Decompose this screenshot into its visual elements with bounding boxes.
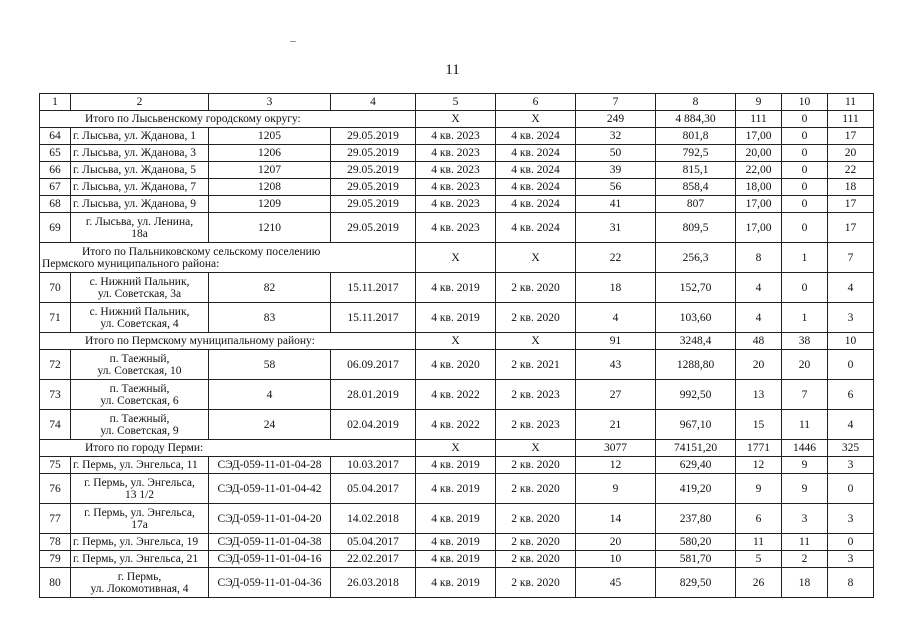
cell-line: ул. Советская, 10 — [97, 364, 182, 377]
cell-line: 18а — [131, 227, 148, 240]
cell-line: ул. Советская, 9 — [100, 424, 179, 437]
cell-line: Итого по Пальниковскому сельскому поселению — [82, 245, 321, 258]
cell-c6: 4 кв. 2024 — [496, 213, 576, 243]
address-cell — [71, 380, 209, 410]
row-number: 73 — [40, 380, 71, 410]
cell-c8: 74151,20 — [656, 440, 736, 457]
cell-c3: СЭД-059-11-01-04-28 — [209, 457, 331, 474]
address-cell — [71, 410, 209, 440]
cell-c6: 2 кв. 2020 — [496, 303, 576, 333]
address-cell — [71, 273, 209, 303]
housing-table — [39, 93, 874, 598]
cell-c9: 48 — [736, 333, 782, 350]
cell-line: с. Нижний Пальник, — [89, 305, 190, 318]
cell-c7: 31 — [576, 213, 656, 243]
table-row — [40, 128, 874, 145]
cell-c6: 4 кв. 2024 — [496, 196, 576, 213]
cell-c7: 20 — [576, 534, 656, 551]
cell-c3: 1208 — [209, 179, 331, 196]
cell-c5: 4 кв. 2023 — [416, 196, 496, 213]
cell-c5: 4 кв. 2019 — [416, 303, 496, 333]
cell-line: г. Лысьва, ул. Ленина, — [85, 215, 194, 228]
cell-c11: 17 — [828, 196, 874, 213]
page-number: 11 — [445, 62, 460, 78]
address-cell: г. Лысьва, ул. Жданова, 1 — [71, 128, 209, 145]
cell-c5: 4 кв. 2023 — [416, 213, 496, 243]
cell-c10: 3 — [782, 504, 828, 534]
cell-c5: 4 кв. 2023 — [416, 162, 496, 179]
cell-line: г. Пермь, ул. Энгельса, — [84, 476, 195, 489]
cell-c5: 4 кв. 2020 — [416, 350, 496, 380]
cell-c6: 2 кв. 2020 — [496, 273, 576, 303]
cell-c5: Х — [416, 243, 496, 273]
cell-c8: 629,40 — [656, 457, 736, 474]
cell-c11: 3 — [828, 457, 874, 474]
cell-c7: 22 — [576, 243, 656, 273]
cell-c9: 13 — [736, 380, 782, 410]
cell-c5: 4 кв. 2022 — [416, 410, 496, 440]
table-row — [40, 273, 874, 303]
cell-c6: 4 кв. 2024 — [496, 128, 576, 145]
cell-c3: СЭД-059-11-01-04-42 — [209, 474, 331, 504]
cell-c3: 1207 — [209, 162, 331, 179]
cell-c10: 1446 — [782, 440, 828, 457]
table-row — [40, 196, 874, 213]
cell-c4: 14.02.2018 — [331, 504, 416, 534]
table-row — [40, 145, 874, 162]
cell-c5: Х — [416, 440, 496, 457]
cell-c7: 10 — [576, 551, 656, 568]
cell-c11: 3 — [828, 504, 874, 534]
cell-c7: 32 — [576, 128, 656, 145]
cell-line: с. Нижний Пальник, — [89, 275, 190, 288]
cell-c8: 103,60 — [656, 303, 736, 333]
subtotal-title — [40, 243, 416, 273]
cell-c9: 20 — [736, 350, 782, 380]
cell-c10: 1 — [782, 303, 828, 333]
cell-c6: 2 кв. 2023 — [496, 380, 576, 410]
cell-c10: 0 — [782, 111, 828, 128]
row-number: 67 — [40, 179, 71, 196]
cell-c7: 50 — [576, 145, 656, 162]
cell-c8: 581,70 — [656, 551, 736, 568]
header-cell: 2 — [71, 94, 209, 111]
cell-c5: 4 кв. 2023 — [416, 179, 496, 196]
cell-c10: 38 — [782, 333, 828, 350]
subtotal-row — [40, 333, 874, 350]
cell-line: г. Пермь, ул. Энгельса, — [84, 506, 195, 519]
row-number: 64 — [40, 128, 71, 145]
cell-c5: 4 кв. 2022 — [416, 380, 496, 410]
cell-c6: 2 кв. 2020 — [496, 457, 576, 474]
cell-c6: Х — [496, 333, 576, 350]
address-cell: г. Лысьва, ул. Жданова, 9 — [71, 196, 209, 213]
cell-c9: 26 — [736, 568, 782, 598]
cell-c4: 29.05.2019 — [331, 128, 416, 145]
cell-c10: 0 — [782, 128, 828, 145]
cell-c8: 152,70 — [656, 273, 736, 303]
cell-c3: СЭД-059-11-01-04-38 — [209, 534, 331, 551]
row-number: 72 — [40, 350, 71, 380]
table-row — [40, 534, 874, 551]
cell-c10: 7 — [782, 380, 828, 410]
cell-c10: 0 — [782, 145, 828, 162]
cell-c6: 4 кв. 2024 — [496, 162, 576, 179]
cell-c10: 11 — [782, 534, 828, 551]
address-cell: г. Лысьва, ул. Жданова, 3 — [71, 145, 209, 162]
table-row — [40, 350, 874, 380]
cell-c7: 4 — [576, 303, 656, 333]
cell-c8: 1288,80 — [656, 350, 736, 380]
cell-c5: 4 кв. 2019 — [416, 568, 496, 598]
table-row — [40, 474, 874, 504]
cell-c8: 4 884,30 — [656, 111, 736, 128]
cell-c3: СЭД-059-11-01-04-20 — [209, 504, 331, 534]
cell-c9: 4 — [736, 303, 782, 333]
subtotal-row — [40, 440, 874, 457]
cell-c4: 29.05.2019 — [331, 145, 416, 162]
address-cell — [71, 504, 209, 534]
cell-c3: СЭД-059-11-01-04-16 — [209, 551, 331, 568]
cell-line: п. Таежный, — [109, 352, 170, 365]
cell-c9: 18,00 — [736, 179, 782, 196]
row-number: 79 — [40, 551, 71, 568]
cell-c3: 1209 — [209, 196, 331, 213]
cell-c8: 3248,4 — [656, 333, 736, 350]
cell-c5: 4 кв. 2019 — [416, 273, 496, 303]
cell-c11: 4 — [828, 273, 874, 303]
row-number: 68 — [40, 196, 71, 213]
cell-c10: 20 — [782, 350, 828, 380]
table-row — [40, 179, 874, 196]
cell-c9: 111 — [736, 111, 782, 128]
cell-c9: 4 — [736, 273, 782, 303]
cell-c11: 0 — [828, 534, 874, 551]
cell-c8: 792,5 — [656, 145, 736, 162]
cell-c8: 829,50 — [656, 568, 736, 598]
cell-c8: 815,1 — [656, 162, 736, 179]
cell-c10: 2 — [782, 551, 828, 568]
cell-c9: 9 — [736, 474, 782, 504]
cell-c11: 10 — [828, 333, 874, 350]
cell-c10: 1 — [782, 243, 828, 273]
cell-c3: СЭД-059-11-01-04-36 — [209, 568, 331, 598]
row-number: 71 — [40, 303, 71, 333]
address-cell — [71, 568, 209, 598]
cell-c6: Х — [496, 111, 576, 128]
cell-c5: Х — [416, 333, 496, 350]
cell-c8: 992,50 — [656, 380, 736, 410]
cell-c5: 4 кв. 2019 — [416, 551, 496, 568]
cell-c4: 05.04.2017 — [331, 534, 416, 551]
cell-c4: 22.02.2017 — [331, 551, 416, 568]
cell-c11: 17 — [828, 213, 874, 243]
cell-c10: 0 — [782, 162, 828, 179]
table-row — [40, 162, 874, 179]
header-cell: 11 — [828, 94, 874, 111]
cell-c4: 06.09.2017 — [331, 350, 416, 380]
row-number: 69 — [40, 213, 71, 243]
cell-c8: 237,80 — [656, 504, 736, 534]
cell-c4: 28.01.2019 — [331, 380, 416, 410]
cell-c5: Х — [416, 111, 496, 128]
cell-c6: 2 кв. 2020 — [496, 568, 576, 598]
cell-c3: 58 — [209, 350, 331, 380]
address-cell — [71, 474, 209, 504]
cell-c11: 8 — [828, 568, 874, 598]
cell-c7: 9 — [576, 474, 656, 504]
header-row — [40, 94, 874, 111]
address-cell: г. Пермь, ул. Энгельса, 11 — [71, 457, 209, 474]
cell-c9: 20,00 — [736, 145, 782, 162]
cell-c10: 0 — [782, 179, 828, 196]
cell-c7: 27 — [576, 380, 656, 410]
cell-c6: Х — [496, 440, 576, 457]
cell-c3: 83 — [209, 303, 331, 333]
cell-c4: 29.05.2019 — [331, 179, 416, 196]
cell-c9: 1771 — [736, 440, 782, 457]
cell-line: 17а — [131, 518, 148, 531]
cell-c8: 256,3 — [656, 243, 736, 273]
address-cell: г. Пермь, ул. Энгельса, 19 — [71, 534, 209, 551]
row-number: 76 — [40, 474, 71, 504]
address-cell: г. Лысьва, ул. Жданова, 7 — [71, 179, 209, 196]
cell-c7: 249 — [576, 111, 656, 128]
header-cell: 1 — [40, 94, 71, 111]
table-row — [40, 457, 874, 474]
header-cell: 5 — [416, 94, 496, 111]
cell-c4: 29.05.2019 — [331, 213, 416, 243]
row-number: 66 — [40, 162, 71, 179]
cell-line: п. Таежный, — [109, 412, 170, 425]
row-number: 77 — [40, 504, 71, 534]
cell-c11: 325 — [828, 440, 874, 457]
cell-line: ул. Советская, 6 — [100, 394, 179, 407]
cell-line: ул. Советская, 4 — [100, 317, 179, 330]
cell-c3: 1210 — [209, 213, 331, 243]
cell-line: ул. Советская, 3а — [97, 287, 182, 300]
cell-c9: 17,00 — [736, 213, 782, 243]
cell-c6: 2 кв. 2020 — [496, 474, 576, 504]
cell-c9: 6 — [736, 504, 782, 534]
cell-c10: 0 — [782, 213, 828, 243]
table-row — [40, 380, 874, 410]
cell-c7: 91 — [576, 333, 656, 350]
header-cell: 3 — [209, 94, 331, 111]
cell-c11: 22 — [828, 162, 874, 179]
cell-c9: 5 — [736, 551, 782, 568]
cell-c10: 9 — [782, 474, 828, 504]
cell-c11: 20 — [828, 145, 874, 162]
cell-c4: 29.05.2019 — [331, 162, 416, 179]
row-number: 80 — [40, 568, 71, 598]
cell-c4: 02.04.2019 — [331, 410, 416, 440]
cell-c4: 10.03.2017 — [331, 457, 416, 474]
cell-c8: 807 — [656, 196, 736, 213]
cell-c5: 4 кв. 2023 — [416, 145, 496, 162]
cell-c11: 3 — [828, 303, 874, 333]
cell-c5: 4 кв. 2019 — [416, 504, 496, 534]
cell-c3: 82 — [209, 273, 331, 303]
cell-c7: 14 — [576, 504, 656, 534]
cell-c6: Х — [496, 243, 576, 273]
row-number: 75 — [40, 457, 71, 474]
subtotal-row — [40, 111, 874, 128]
row-number: 65 — [40, 145, 71, 162]
address-cell — [71, 350, 209, 380]
subtotal-row — [40, 243, 874, 273]
header-cell: 4 — [331, 94, 416, 111]
address-cell: г. Лысьва, ул. Жданова, 5 — [71, 162, 209, 179]
cell-c4: 05.04.2017 — [331, 474, 416, 504]
header-cell: 8 — [656, 94, 736, 111]
row-number: 70 — [40, 273, 71, 303]
cell-c10: 18 — [782, 568, 828, 598]
cell-c11: 7 — [828, 243, 874, 273]
cell-c11: 18 — [828, 179, 874, 196]
cell-c10: 0 — [782, 273, 828, 303]
cell-c9: 22,00 — [736, 162, 782, 179]
cell-c4: 29.05.2019 — [331, 196, 416, 213]
cell-c9: 11 — [736, 534, 782, 551]
cell-c7: 41 — [576, 196, 656, 213]
subtotal-title: Итого по городу Перми: — [40, 440, 416, 457]
cell-c7: 18 — [576, 273, 656, 303]
cell-c9: 8 — [736, 243, 782, 273]
address-cell — [71, 213, 209, 243]
address-cell: г. Пермь, ул. Энгельса, 21 — [71, 551, 209, 568]
cell-c7: 3077 — [576, 440, 656, 457]
cell-line: ул. Локомотивная, 4 — [90, 582, 189, 595]
header-cell: 10 — [782, 94, 828, 111]
cell-c3: 24 — [209, 410, 331, 440]
row-number: 74 — [40, 410, 71, 440]
cell-c8: 419,20 — [656, 474, 736, 504]
cell-line: 13 1/2 — [124, 488, 155, 501]
cell-c3: 1206 — [209, 145, 331, 162]
header-cell: 7 — [576, 94, 656, 111]
cell-c11: 111 — [828, 111, 874, 128]
cell-c5: 4 кв. 2019 — [416, 474, 496, 504]
table-row — [40, 504, 874, 534]
cell-c5: 4 кв. 2019 — [416, 534, 496, 551]
header-cell: 6 — [496, 94, 576, 111]
table-row — [40, 303, 874, 333]
cell-c8: 801,8 — [656, 128, 736, 145]
table-row — [40, 551, 874, 568]
cell-c6: 4 кв. 2024 — [496, 145, 576, 162]
cell-c6: 2 кв. 2021 — [496, 350, 576, 380]
cell-c11: 6 — [828, 380, 874, 410]
cell-c7: 12 — [576, 457, 656, 474]
header-cell: 9 — [736, 94, 782, 111]
cell-line: п. Таежный, — [109, 382, 170, 395]
cell-c11: 0 — [828, 350, 874, 380]
cell-c11: 0 — [828, 474, 874, 504]
cell-c10: 0 — [782, 196, 828, 213]
cell-c7: 43 — [576, 350, 656, 380]
cell-c7: 56 — [576, 179, 656, 196]
cell-c7: 21 — [576, 410, 656, 440]
cell-c8: 858,4 — [656, 179, 736, 196]
table-row — [40, 213, 874, 243]
cell-c9: 17,00 — [736, 128, 782, 145]
cell-c5: 4 кв. 2023 — [416, 128, 496, 145]
subtotal-title: Итого по Лысьвенскому городскому округу: — [40, 111, 416, 128]
cell-c4: 26.03.2018 — [331, 568, 416, 598]
subtotal-title: Итого по Пермскому муниципальному району: — [40, 333, 416, 350]
cell-c6: 2 кв. 2020 — [496, 551, 576, 568]
table-row — [40, 568, 874, 598]
cell-c9: 17,00 — [736, 196, 782, 213]
cell-c7: 39 — [576, 162, 656, 179]
cell-c10: 9 — [782, 457, 828, 474]
address-cell — [71, 303, 209, 333]
cell-c8: 580,20 — [656, 534, 736, 551]
cell-c6: 2 кв. 2020 — [496, 504, 576, 534]
cell-c4: 15.11.2017 — [331, 303, 416, 333]
cell-c11: 3 — [828, 551, 874, 568]
table-row — [40, 410, 874, 440]
cell-c10: 11 — [782, 410, 828, 440]
scan-speck — [290, 41, 296, 42]
cell-c6: 2 кв. 2023 — [496, 410, 576, 440]
cell-c3: 4 — [209, 380, 331, 410]
cell-c3: 1205 — [209, 128, 331, 145]
cell-c8: 967,10 — [656, 410, 736, 440]
cell-c6: 4 кв. 2024 — [496, 179, 576, 196]
cell-c11: 4 — [828, 410, 874, 440]
cell-c9: 12 — [736, 457, 782, 474]
cell-c11: 17 — [828, 128, 874, 145]
cell-c5: 4 кв. 2019 — [416, 457, 496, 474]
cell-c8: 809,5 — [656, 213, 736, 243]
cell-line: Пермского муниципального района: — [42, 257, 220, 270]
cell-c4: 15.11.2017 — [331, 273, 416, 303]
row-number: 78 — [40, 534, 71, 551]
cell-line: г. Пермь, — [117, 570, 162, 583]
cell-c7: 45 — [576, 568, 656, 598]
cell-c6: 2 кв. 2020 — [496, 534, 576, 551]
cell-c9: 15 — [736, 410, 782, 440]
